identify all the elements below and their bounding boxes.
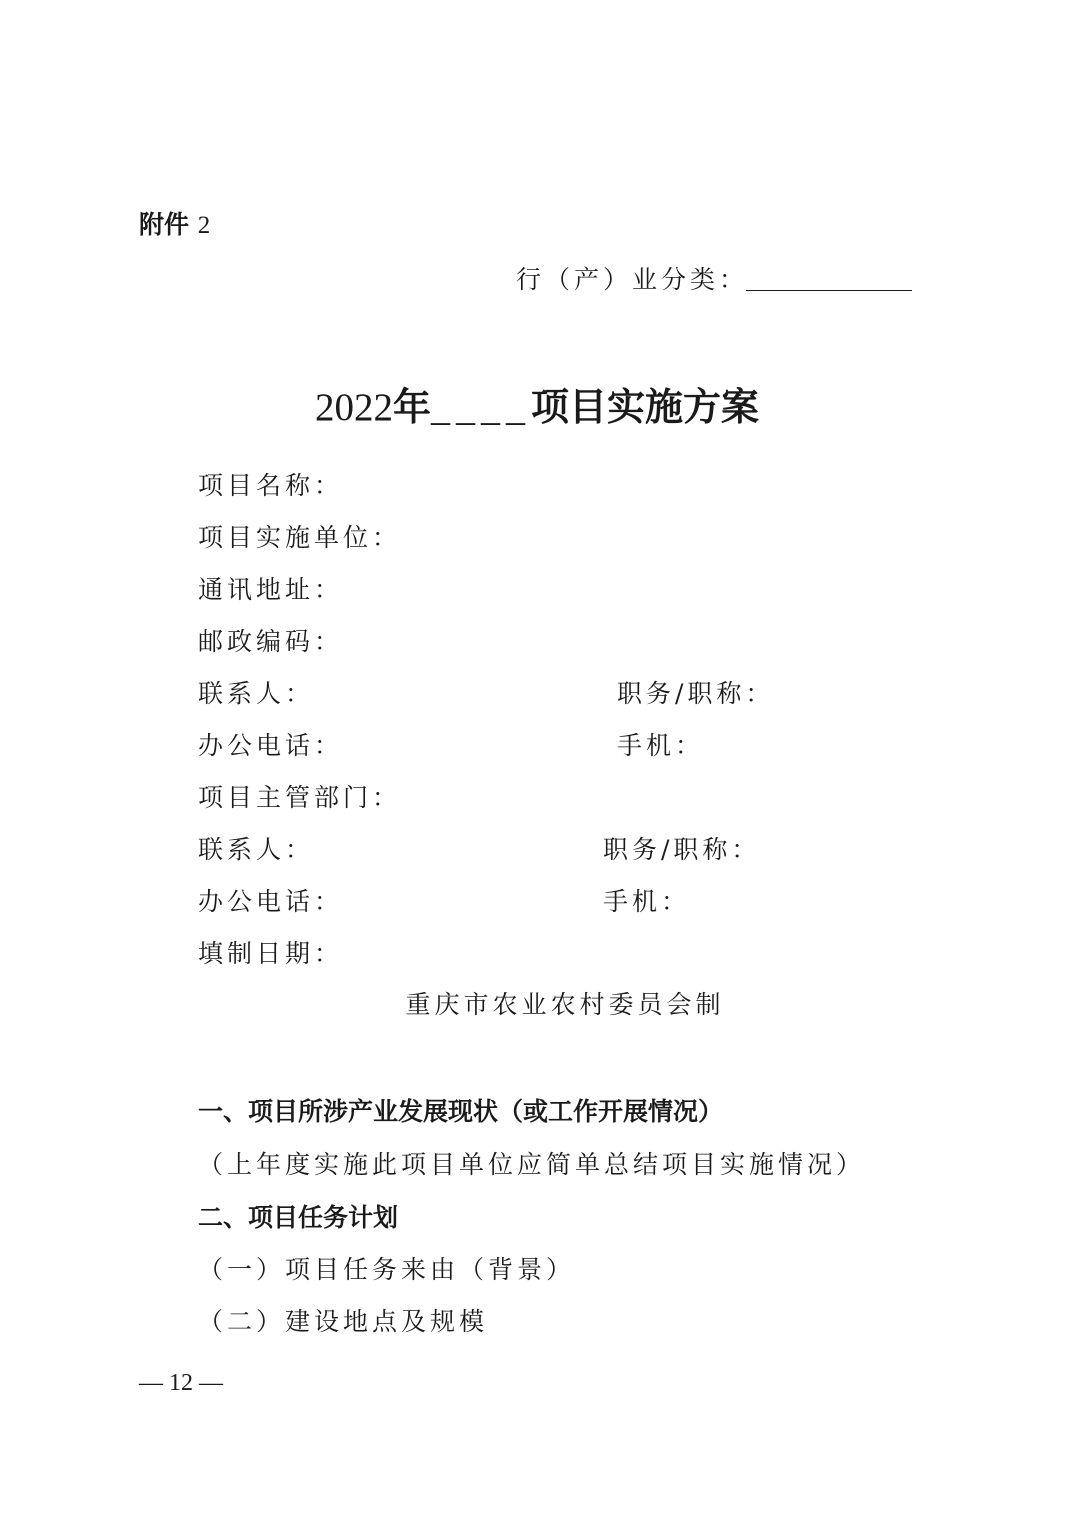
field-postal-code: 邮政编码： [198, 627, 344, 656]
section-1-note: （上年度实施此项目单位应简单总结项目实施情况） [198, 1150, 866, 1179]
field-office-phone-2: 办公电话： [198, 887, 344, 916]
title-year-suffix: 年 [392, 385, 431, 429]
section-2-heading: 二、项目任务计划 [198, 1203, 399, 1232]
page-number: — 12 — [139, 1370, 223, 1396]
attachment-label-text: 附件 [139, 210, 190, 239]
issuer-line: 重庆市农业农村委员会制 [405, 990, 725, 1019]
title-rest: 项目实施方案 [531, 385, 760, 429]
document-title [0, 376, 1074, 431]
title-year: 2022 [314, 386, 393, 429]
field-position-2: 职务/职称： [603, 835, 761, 864]
field-project-name: 项目名称： [198, 471, 344, 500]
field-contact-1: 联系人： [198, 679, 315, 708]
industry-category-blank-line [746, 290, 912, 291]
section-2-item-2: （二）建设地点及规模 [198, 1307, 489, 1336]
field-contact-2: 联系人： [198, 835, 315, 864]
field-supervising-dept: 项目主管部门： [198, 783, 402, 812]
field-mobile-1: 手机： [617, 731, 705, 760]
title-blank: ____ [431, 387, 531, 429]
industry-category-label: 行（产）业分类： [516, 265, 749, 294]
field-position-1: 职务/职称： [617, 679, 775, 708]
field-office-phone-1: 办公电话： [198, 731, 344, 760]
field-address: 通讯地址： [198, 575, 344, 604]
section-1-heading: 一、项目所涉产业发展现状（或工作开展情况） [198, 1097, 724, 1126]
field-fill-date: 填制日期： [198, 939, 344, 968]
field-mobile-2: 手机： [603, 887, 691, 916]
attachment-label [139, 205, 210, 241]
field-implementing-unit: 项目实施单位： [198, 523, 402, 552]
attachment-number: 2 [197, 212, 211, 239]
section-2-item-1: （一）项目任务来由（背景） [198, 1255, 576, 1284]
